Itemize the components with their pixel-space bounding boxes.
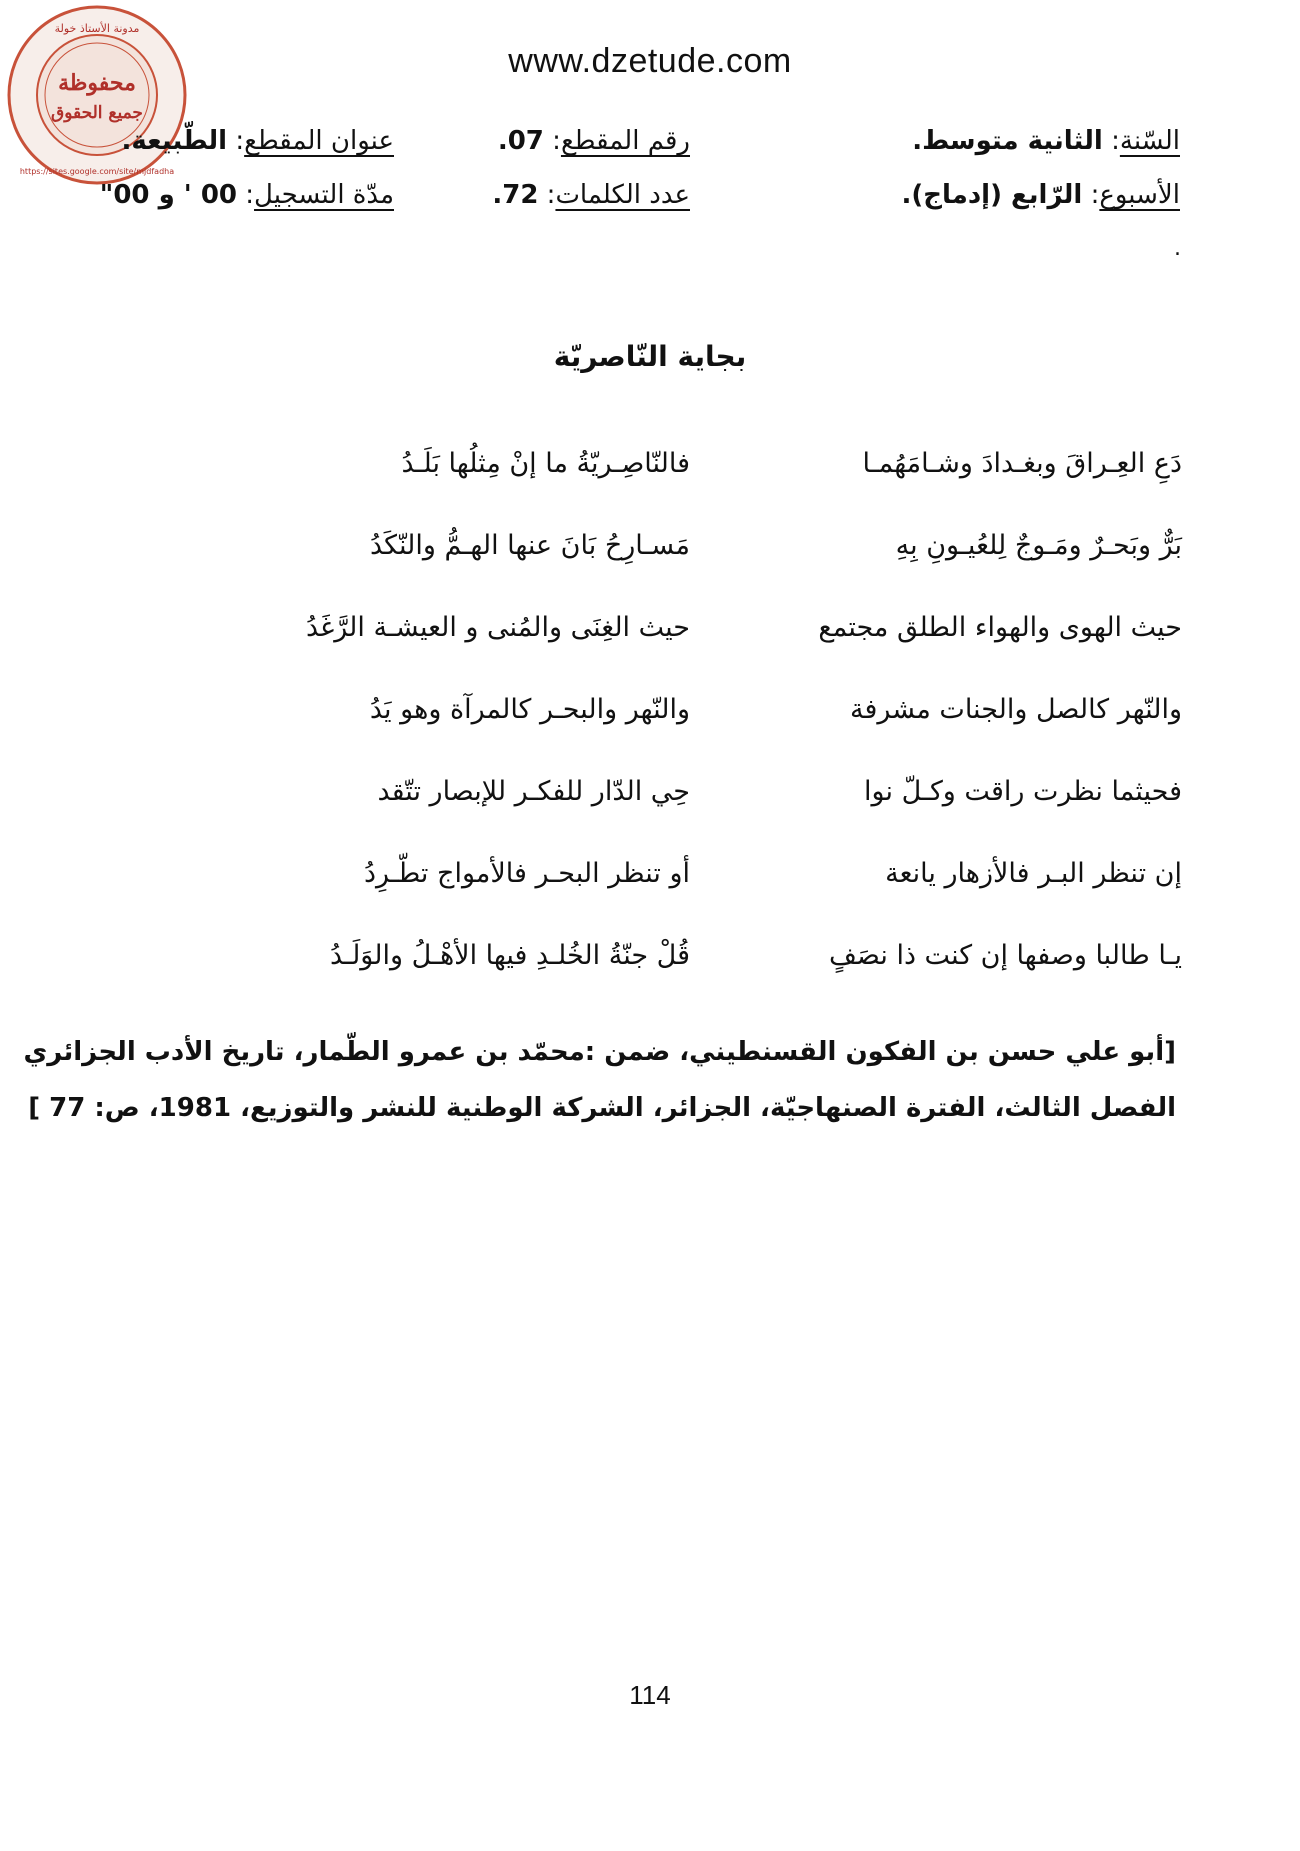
meta-unit-title-value: الطّبيعة.	[121, 126, 228, 156]
meta-row-1	[120, 126, 1180, 170]
citation-line-1: [أبو علي حسن بن الفكون القسنطيني، ضمن :محمّد بن عمرو الطّمار، تاريخ الأدب الجزائري	[23, 1037, 1176, 1067]
verse-second-hemistich: أو تنظر البحـر فالأمواج تطّـرِدُ	[363, 858, 690, 889]
meta-unit-title-label: عنوان المقطع	[244, 126, 394, 156]
meta-year-label: السّنة	[1119, 126, 1180, 156]
meta-week-label: الأسبوع	[1099, 180, 1180, 210]
verse-second-hemistich: حيث الغِنَى والمُنى و العيشـة الرَّغَدُ	[305, 612, 690, 643]
verse-row	[0, 694, 1300, 776]
meta-recording-duration-label: مدّة التسجيل	[254, 180, 394, 210]
seal-ring-text: https://sites.google.com/site/mjdfadha	[19, 167, 175, 176]
verse-row	[0, 858, 1300, 940]
meta-week: الأسبوع: الرّابع (إدماج).	[901, 180, 1180, 210]
citation-line-2: الفصل الثالث، الفترة الصنهاجيّة، الجزائر، الشركة الوطنية للنشر والتوزيع، 1981، ص: 77 ]	[28, 1093, 1176, 1123]
poem-title: بجاية النّاصريّة	[553, 340, 747, 373]
meta-unit-number-value: 07.	[497, 126, 544, 156]
meta-year: السّنة: الثانية متوسط.	[912, 126, 1180, 156]
meta-word-count-value: 72.	[492, 180, 539, 210]
seal-center-line2: جميع الحقوق	[51, 103, 143, 123]
meta-unit-number-label: رقم المقطع	[560, 126, 690, 156]
verse-row	[0, 940, 1300, 1022]
verse-second-hemistich: قُلْ جنّةُ الخُلـدِ فيها الأهْـلُ والوَلَـدُ	[329, 940, 690, 971]
verse-first-hemistich: إن تنظر البـر فالأزهار يانعة	[885, 858, 1182, 889]
verse-first-hemistich: حيث الهوى والهواء الطلق مجتمع	[818, 612, 1182, 643]
verse-second-hemistich: مَسـارِحُ بَانَ عنها الهـمُّ والنّكَدُ	[369, 530, 690, 561]
meta-recording-duration: مدّة التسجيل: 00 ' و 00"	[99, 180, 394, 210]
site-url[interactable]: www.dzetude.com	[508, 42, 792, 80]
verse-row	[0, 530, 1300, 612]
verse-row	[0, 612, 1300, 694]
meta-word-count: عدد الكلمات: 72.	[492, 180, 690, 210]
verse-second-hemistich: فالنّاصِـريّةُ ما إنْ مِثلُها بَلَـدُ	[401, 448, 690, 479]
meta-unit-title: عنوان المقطع: الطّبيعة.	[121, 126, 394, 156]
verse-first-hemistich: دَعِ العِـراقَ وبغـدادَ وشـامَهُمـا	[862, 448, 1182, 479]
meta-recording-duration-value: 00 ' و 00"	[99, 180, 237, 210]
source-citation	[23, 1024, 1176, 1136]
verse-first-hemistich: بَرٌّ وبَحـرٌ ومَـوجٌ لِلعُيـونِ بِهِ	[895, 530, 1182, 561]
verse-first-hemistich: يـا طالبا وصفها إن كنت ذا نصَفٍ	[828, 940, 1182, 971]
verse-second-hemistich: والنّهر والبحـر كالمرآة وهو يَدُ	[369, 694, 690, 725]
page-number: 114	[629, 1680, 671, 1710]
verse-first-hemistich: والنّهر كالصل والجنات مشرفة	[850, 694, 1182, 725]
meta-row-2	[99, 180, 1180, 224]
meta-word-count-label: عدد الكلمات	[555, 180, 690, 210]
verse-row	[0, 448, 1300, 530]
seal-top-text: مدونة الأستاذ خولة	[54, 22, 140, 35]
verse-second-hemistich: حِي الدّار للفكـر للإبصار تتّقد	[377, 776, 690, 807]
seal-center-line1: محفوظة	[58, 70, 136, 96]
verse-first-hemistich: فحيثما نظرت راقت وكـلّ نوا	[864, 776, 1182, 807]
meta-week-value: الرّابع (إدماج).	[901, 180, 1083, 210]
meta-unit-number: رقم المقطع: 07.	[497, 126, 690, 156]
stray-mark: .	[1174, 236, 1181, 261]
meta-year-value: الثانية متوسط.	[912, 126, 1103, 156]
verse-row	[0, 776, 1300, 858]
poem-verses	[0, 448, 1300, 1022]
